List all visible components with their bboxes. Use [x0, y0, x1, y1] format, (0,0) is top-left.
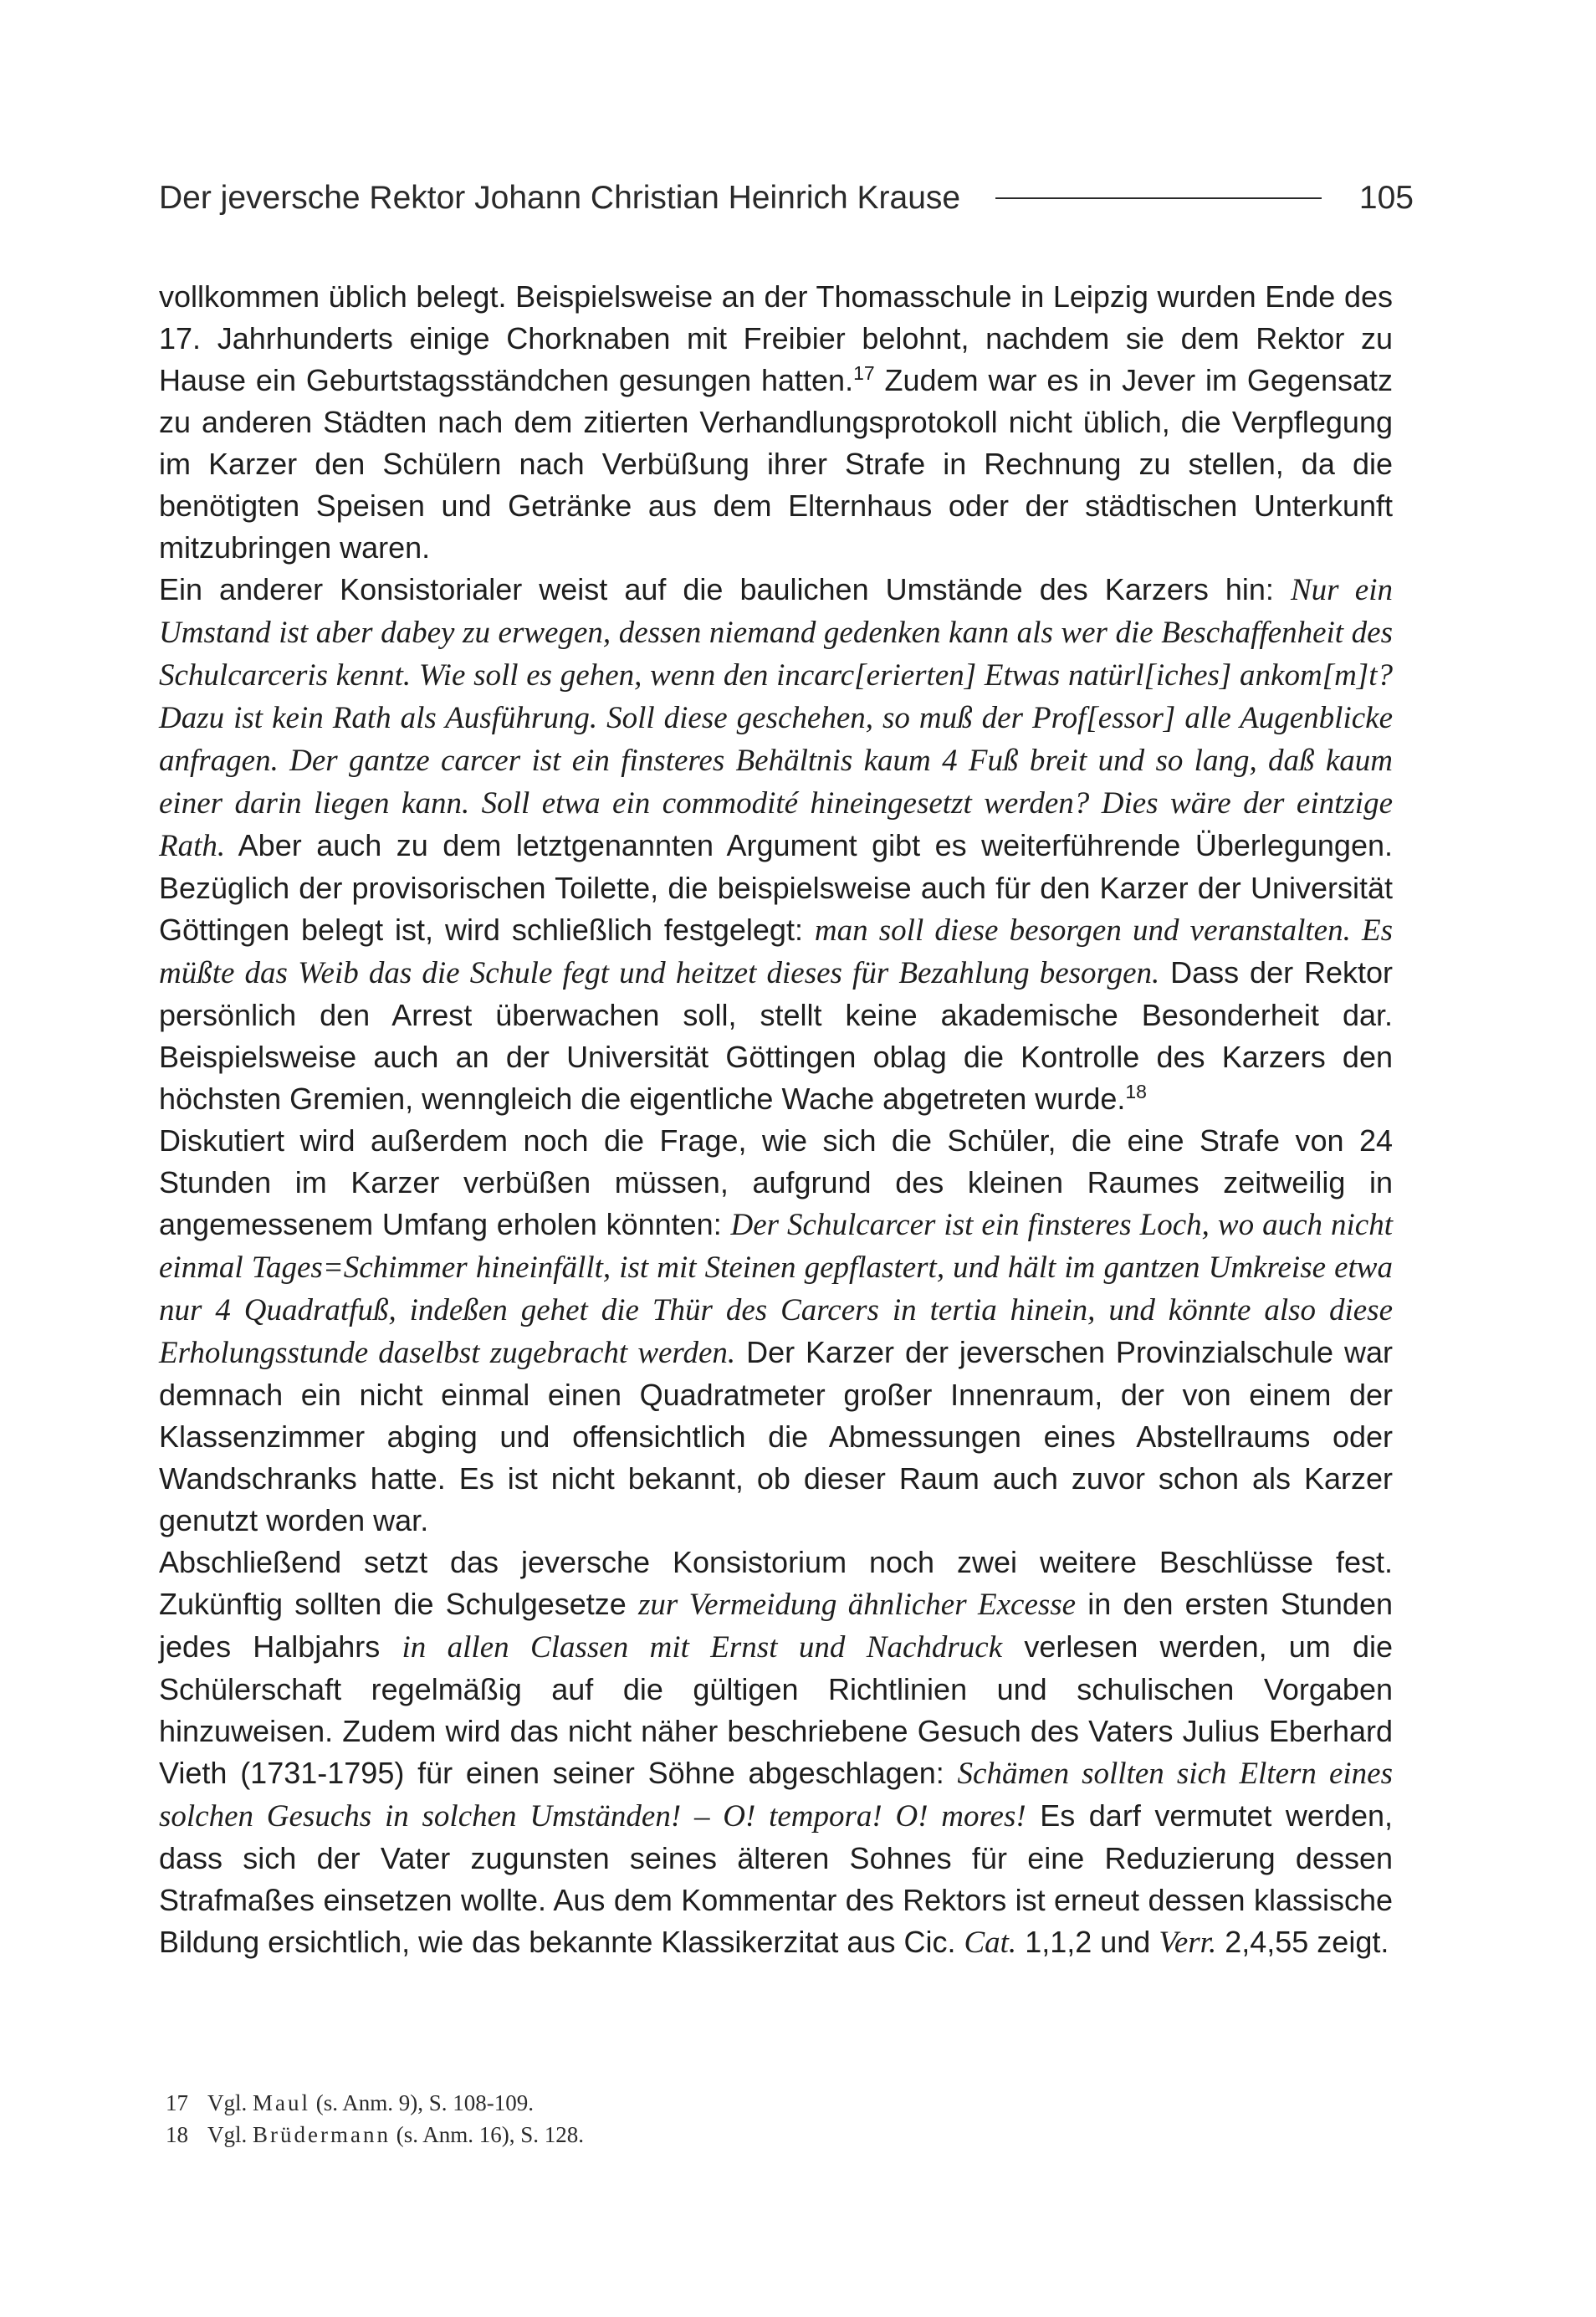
quotation-text: Der Schulcarcer ist ein finsteres Loch, wo auch nicht einmal Tages=Schimmer hineinfällt, ist mit Steinen gepflastert, und hält im gantzen Umkreise etwa nur 4 Quadratfuß, indeßen gehet die Thür des Carcers in tertia hinein, und könnte also diese Erholungsstunde daselbst zugebracht werden. — [159, 1208, 1393, 1370]
text-run: Es darf vermutet werden, dass sich der Vater zugunsten seines älteren Sohnes für eine Reduzierung dessen Strafmaßes einsetzen wollte. Aus dem Kommentar des Rektors ist erneut dessen klassische Bildung ersichtlich, wie das bekannte Klassikerzitat aus Cic. — [159, 1798, 1393, 1959]
quotation-text: zur Vermeidung ähnlicher Excesse — [637, 1588, 1077, 1622]
text-run: 1,1,2 und — [1016, 1925, 1159, 1959]
quotation-text: Verr. — [1159, 1926, 1217, 1960]
footnote-reference: (s. Anm. 16), S. 128. — [390, 2122, 584, 2147]
footnote-text — [207, 2119, 584, 2151]
text-run: Zudem war es in Jever im Gegensatz zu anderen Städten nach dem zitierten Verhandlungsprotokoll nicht üblich, die Verpflegung im Karzer den Schülern nach Verbüßung ihrer Strafe in Rechnung zu stellen, da die benötigten Speisen und Getränke aus dem Elternhaus oder der städtischen Unterkunft mitzubringen waren. — [159, 363, 1394, 565]
text-run: Aber auch zu dem letztgenannten Argument gibt es weiterführende Überlegungen. Bezüglich der provisorischen Toilette, die beispielsweise auch für den Karzer der Universität Göttingen belegt ist, wird schließlich festgelegt: — [159, 828, 1393, 947]
quotation-text: in allen Classen mit Ernst und Nachdruck — [402, 1630, 1003, 1665]
running-head-title: Der jeversche Rektor Johann Christian Heinrich Krause — [159, 180, 961, 216]
quotation-text: Cat. — [964, 1926, 1017, 1960]
footnote — [159, 2087, 1393, 2119]
quotation-text: man soll diese besorgen und veranstalten. Es müßte das Weib das die Schule fegt und heitzet dieses für Bezahlung besorgen. — [159, 913, 1393, 990]
footnote-prefix: Vgl. — [207, 2122, 253, 2147]
text-run: 2,4,55 zeigt. — [1216, 1925, 1389, 1959]
footnote-prefix: Vgl. — [207, 2090, 253, 2115]
footnote-text — [207, 2087, 534, 2119]
footnote-reference-mark: 17 — [853, 362, 875, 384]
footnote-author: Brüdermann — [253, 2122, 391, 2147]
footnote-number: 18 — [166, 2122, 188, 2147]
text-run: in den ersten Stunden jedes Halbjahrs — [159, 1587, 1393, 1664]
text-run: Der Karzer der jeverschen Provinzialschule war demnach ein nicht einmal einen Quadratmeter großer Innenraum, der von einem der Klassenzimmer abging und offensichtlich die Abmessungen eines Abstellraums oder Wandschranks hatte. Es ist nicht bekannt, ob dieser Raum auch zuvor schon als Karzer genutzt worden war. — [159, 1335, 1393, 1537]
quotation-text: Nur ein Umstand ist aber dabey zu erwegen, dessen niemand gedenken kann als wer die Beschaffenheit des Schulcarceris kennt. Wie soll es gehen, wenn den incarc[erierten] Etwas natürl[iches] ankom[m]t? Dazu ist kein Rath als Ausführung. Soll diese geschehen, so muß der Prof[essor] alle Augenblicke anfragen. Der gantze carcer ist ein finsteres Behältnis kaum 4 Fuß breit und so lang, daß kaum einer darin liegen kann. Soll etwa ein commodité hineingesetzt werden? Dies wäre der eintzige Rath. — [159, 573, 1393, 863]
paragraph-2 — [159, 569, 1393, 1120]
paragraph-1 — [159, 276, 1393, 569]
text-run: verlesen werden, um die Schülerschaft regelmäßig auf die gültigen Richtlinien und schulischen Vorgaben hinzuweisen. Zudem wird das nicht näher beschriebene Gesuch des Vaters Julius Eberhard Vieth (1731-1795) für einen seiner Söhne abgeschlagen: — [159, 1629, 1393, 1790]
body-text — [159, 276, 1393, 1964]
running-head-rule — [995, 197, 1322, 199]
text-run: vollkommen üblich belegt. Beispielsweise an der Thomasschule in Leipzig wurden Ende des 17. Jahrhunderts einige Chorknaben mit Freibier belohnt, nachdem sie dem Rektor zu Hause ein Geburtstagsständchen gesungen hatten. — [159, 279, 1393, 397]
paragraph-3 — [159, 1120, 1393, 1542]
text-run: Dass der Rektor persönlich den Arrest überwachen soll, stellt keine akademische Besonderheit dar. Beispielsweise auch an der Universität Göttingen oblag die Kontrolle des Karzers den höchsten Gremien, wenngleich die eigentliche Wache abgetreten wurde. — [159, 955, 1394, 1116]
page-number: 105 — [1358, 180, 1414, 216]
footnote-number: 17 — [166, 2090, 188, 2115]
footnote-author: Maul — [253, 2090, 310, 2115]
footnote-reference-mark: 18 — [1125, 1081, 1147, 1102]
text-run: Diskutiert wird außerdem noch die Frage, wie sich die Schüler, die eine Strafe von 24 Stunden im Karzer verbüßen müssen, aufgrund des kleinen Raumes zeitweilig in angemessenem Umfang erholen könnten: — [159, 1123, 1393, 1241]
quotation-text: Schämen sollten sich Eltern eines solchen Gesuchs in solchen Umständen! – O! tempora! O! mores! — [159, 1757, 1393, 1834]
footnote — [159, 2119, 1393, 2151]
footnotes — [159, 2087, 1393, 2151]
running-head — [159, 177, 1414, 219]
paragraph-4 — [159, 1542, 1393, 1964]
text-run: Ein anderer Konsistorialer weist auf die baulichen Umstände des Karzers hin: — [159, 572, 1291, 606]
text-run: Abschließend setzt das jeversche Konsistorium noch zwei weitere Beschlüsse fest. Zukünftig sollten die Schulgesetze — [159, 1545, 1393, 1621]
footnote-reference: (s. Anm. 9), S. 108-109. — [310, 2090, 535, 2115]
